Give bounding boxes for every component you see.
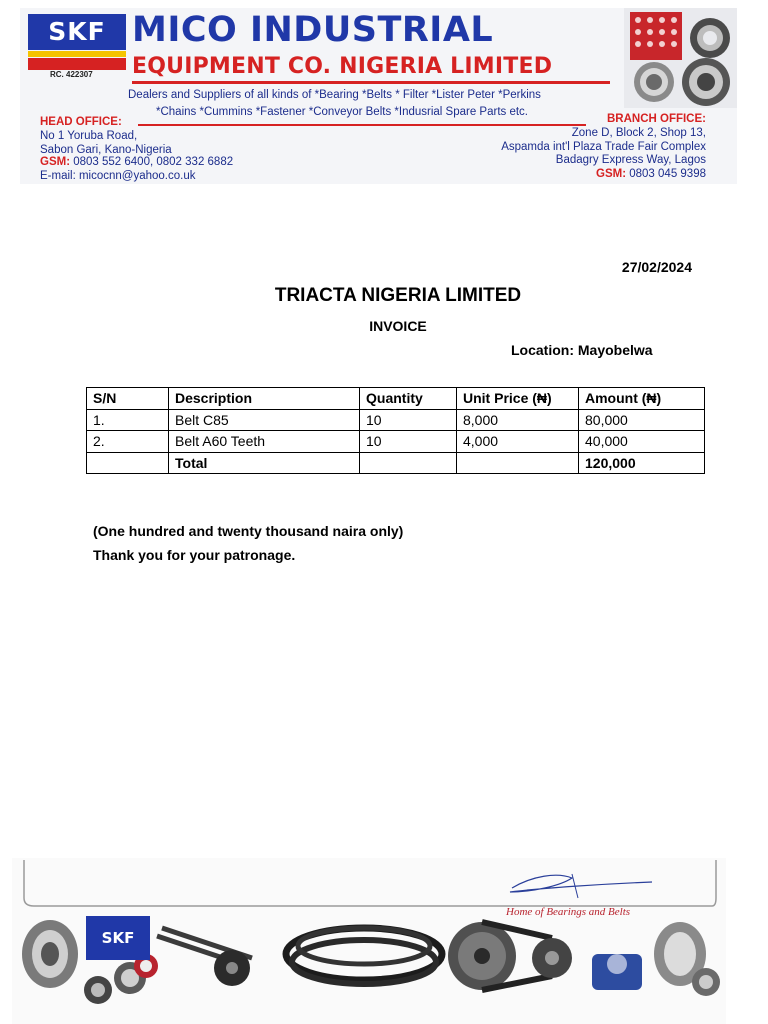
cell-unit-price: 4,000 (457, 431, 579, 453)
company-name: MICO INDUSTRIAL (132, 10, 494, 50)
invoice-table (86, 387, 705, 474)
dealers-line-1: Dealers and Suppliers of all kinds of *Bearing *Belts * Filter *Lister Peter *Perkins (128, 89, 541, 101)
subtitle-rule (132, 81, 610, 84)
thank-you-note: Thank you for your patronage. (93, 547, 296, 563)
total-label: Total (169, 452, 360, 474)
location: Location: Mayobelwa (511, 342, 653, 358)
head-office-gsm (40, 156, 233, 168)
client-company-name: TRIACTA NIGERIA LIMITED (274, 285, 522, 306)
table-total-row (87, 452, 705, 474)
invoice-date: 27/02/2024 (621, 259, 692, 275)
branch-office-label: BRANCH OFFICE: (606, 113, 706, 125)
header-unit-price: Unit Price (₦) (457, 388, 579, 410)
footer-tagline: Home of Bearings and Belts (506, 906, 631, 918)
skf-logo-text: SKF (28, 14, 126, 50)
branch-office-gsm-label: GSM: (596, 168, 627, 180)
document-type: INVOICE (369, 318, 427, 334)
total-amount: 120,000 (579, 452, 705, 474)
branch-office-gsm (596, 168, 706, 180)
head-office-email: E-mail: micocnn@yahoo.co.uk (40, 170, 196, 182)
table-row (87, 431, 705, 453)
letterhead (20, 8, 737, 184)
cell-description: Belt C85 (169, 409, 360, 431)
cell-amount: 80,000 (579, 409, 705, 431)
footer-banner (12, 858, 736, 1024)
branch-office-gsm-numbers: 0803 045 9398 (629, 168, 706, 180)
table-row (87, 409, 705, 431)
header-quantity: Quantity (360, 388, 457, 410)
cell-amount: 40,000 (579, 431, 705, 453)
footer-skf-logo: SKF (86, 916, 150, 960)
cell-sn: 2. (87, 431, 169, 453)
header-amount: Amount (₦) (579, 388, 705, 410)
company-subtitle: EQUIPMENT CO. NIGERIA LIMITED (132, 54, 553, 79)
head-office-gsm-label: GSM: (40, 156, 71, 168)
branch-office-address-3: Badagry Express Way, Lagos (555, 154, 706, 166)
rc-number: RC. 422307 (50, 70, 93, 79)
cell-quantity: 10 (360, 431, 457, 453)
office-divider (138, 124, 586, 126)
cell-unit-price: 8,000 (457, 409, 579, 431)
table-header-row (87, 388, 705, 410)
header-sn: S/N (87, 388, 169, 410)
head-office-address-2: Sabon Gari, Kano-Nigeria (40, 144, 172, 156)
bearings-photo (624, 8, 737, 108)
head-office-label: HEAD OFFICE: (40, 116, 122, 128)
cell-sn: 1. (87, 409, 169, 431)
skf-logo (28, 14, 126, 72)
cell-description: Belt A60 Teeth (169, 431, 360, 453)
branch-office-address-2: Aspamda int'l Plaza Trade Fair Complex (501, 141, 706, 153)
cell-quantity: 10 (360, 409, 457, 431)
head-office-address-1: No 1 Yoruba Road, (40, 130, 138, 142)
header-description: Description (169, 388, 360, 410)
head-office-gsm-numbers: 0803 552 6400, 0802 332 6882 (73, 156, 234, 168)
amount-in-words: (One hundred and twenty thousand naira only) (93, 523, 404, 539)
branch-office-address-1: Zone D, Block 2, Shop 13, (571, 127, 706, 139)
dealers-line-2: *Chains *Cummins *Fastener *Conveyor Belts *Indusrial Spare Parts etc. (156, 106, 528, 118)
